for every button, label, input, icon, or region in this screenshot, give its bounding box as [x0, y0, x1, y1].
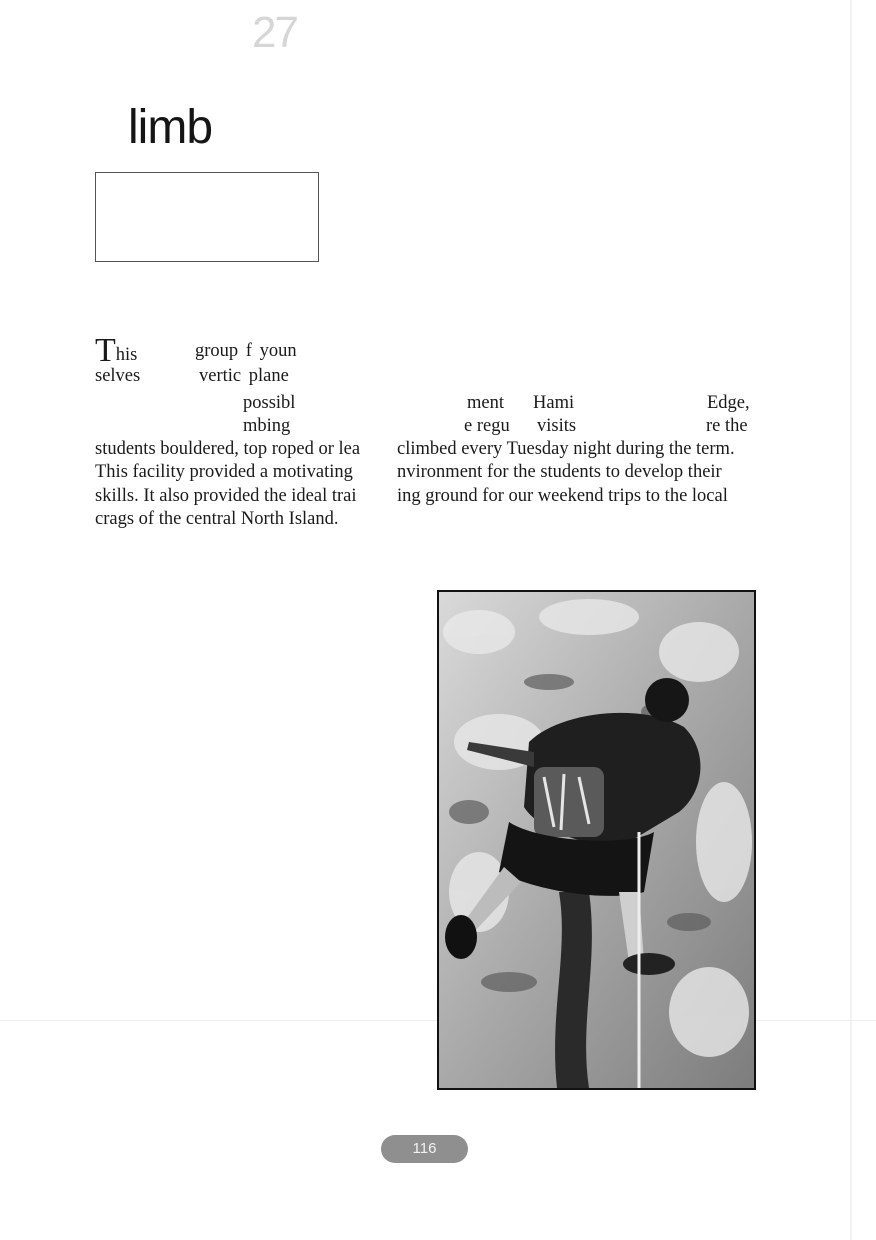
text-fragment: mbing [243, 416, 291, 436]
text-fragment: e regu [464, 416, 510, 436]
article-title: limb [128, 101, 213, 154]
climber-photo-image [439, 592, 754, 1088]
faint-page-number: 27 [252, 8, 297, 57]
text-fragment: group f youn [195, 341, 297, 361]
page-edge-shadow [850, 0, 852, 1240]
body-text-line: crags of the central North Island. [95, 509, 339, 529]
text-fragment: possibl [243, 393, 296, 413]
text-fragment: Hami [533, 393, 575, 413]
body-text-line: climbed every Tuesday night during the term. [397, 439, 735, 459]
body-text-line: ing ground for our weekend trips to the local [397, 486, 728, 506]
text-line-1-start [95, 332, 138, 369]
text-fragment: re the [706, 416, 748, 436]
body-text-line: skills. It also provided the ideal trai [95, 486, 357, 506]
drop-cap: T [95, 332, 116, 369]
text-fragment: his [115, 345, 138, 365]
text-fragment: vertic plane [199, 366, 289, 386]
body-text-line: This facility provided a motivating [95, 462, 353, 482]
page-number-badge: 116 [381, 1135, 468, 1163]
climber-photo [437, 590, 756, 1090]
text-fragment: selves [95, 366, 141, 386]
text-fragment: visits [537, 416, 577, 436]
text-fragment: Edge, [707, 393, 750, 413]
body-text-line: students bouldered, top roped or lea [95, 439, 361, 459]
text-fragment: ment [467, 393, 504, 413]
caption-box [95, 172, 319, 262]
body-text-line: nvironment for the students to develop their [397, 462, 722, 482]
